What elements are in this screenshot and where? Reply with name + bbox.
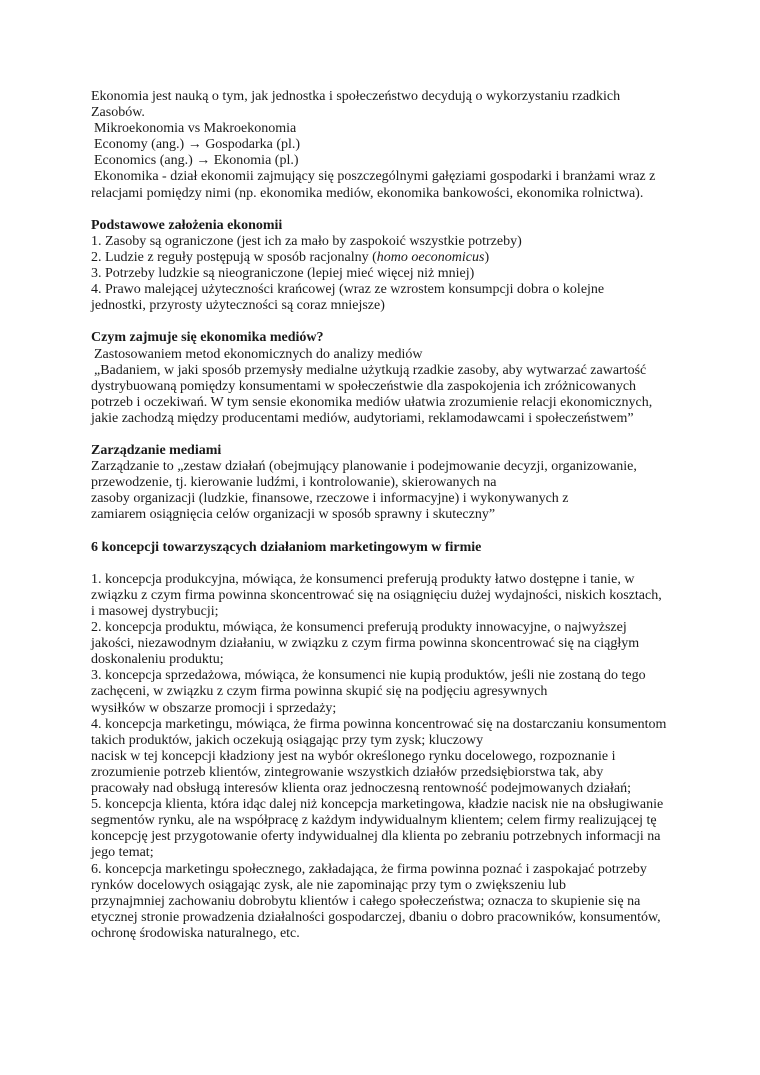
- concept-item-continuation: etycznej stronie prowadzenia działalności gospodarczej, dbaniu o dobro pracowników, konsumentów,: [91, 909, 661, 925]
- bullet-item-continuation: relacjami pomiędzy nimi (np. ekonomika mediów, ekonomika bankowości, ekonomika rolnictwa).: [91, 185, 644, 201]
- concept-item-continuation: doskonaleniu produktu;: [91, 652, 224, 668]
- bullet-item: „Badaniem, w jaki sposób przemysły medialne użytkują rzadkie zasoby, aby wytwarzać zawartość: [94, 362, 647, 378]
- concept-item-continuation: rynków docelowych osiągając zysk, ale nie zapominając przy tym o zwiększeniu lub: [91, 877, 567, 893]
- concepts-section: [91, 540, 680, 942]
- bullet-item: Mikroekonomia vs Makroekonomia: [94, 121, 297, 137]
- concept-item-continuation: segmentów rynku, ale na współpracę z każdym indywidualnym klientem; celem firmy realizującej tę: [91, 813, 657, 829]
- paragraph-line: przewodzenie, tj. kierowanie ludźmi, i kontrolowanie), skierowanych na: [91, 475, 497, 491]
- concept-item-continuation: nacisk w tej koncepcji kładziony jest na wybór określonego rynku docelowego, rozpoznanie i: [91, 748, 616, 764]
- paragraph-line: Zarządzanie to „zestaw działań (obejmujący planowanie i podejmowanie decyzji, organizowanie,: [91, 459, 637, 475]
- numbered-item: 3. Potrzeby ludzkie są nieograniczone (lepiej mieć więcej niż mniej): [91, 266, 475, 282]
- concept-item: 4. koncepcja marketingu, mówiąca, że firma powinna koncentrować się na dostarczaniu konsumentom: [91, 716, 667, 732]
- paragraph-line: zasoby organizacji (ludzkie, finansowe, rzeczowe i informacyjne) i wykonywanych z: [91, 491, 569, 507]
- numbered-item-continuation: jednostki, przyrosty użyteczności są coraz mniejsze): [91, 298, 385, 314]
- media-economics-section: [91, 330, 680, 427]
- concept-item: 5. koncepcja klienta, która idąc dalej niż koncepcja marketingowa, kładzie nacisk nie na obsługiwanie: [91, 797, 664, 813]
- paragraph-line: zamiarem osiągnięcia celów organizacji w sposób sprawny i skuteczny”: [91, 507, 496, 523]
- concept-item: 3. koncepcja sprzedażowa, mówiąca, że konsumenci nie kupią produktów, jeśli nie zostaną do tego: [91, 668, 646, 684]
- bullet-item: Economy (ang.) → Gospodarka (pl.): [94, 137, 301, 153]
- concept-item-continuation: ochronę środowiska naturalnego, etc.: [91, 925, 300, 941]
- concept-item: 1. koncepcja produkcyjna, mówiąca, że konsumenci preferują produkty łatwo dostępne i tanie, w: [91, 571, 635, 587]
- concept-item-continuation: i masowej dystrybucji;: [91, 604, 219, 619]
- section-heading: 6 koncepcji towarzyszących działaniom marketingowym w firmie: [91, 539, 482, 555]
- concept-item-continuation: zrozumienie potrzeb klientów, zintegrowanie wszystkich działów przedsiębiorstwa tak, aby: [91, 764, 604, 780]
- numbered-item: 4. Prawo malejącej użyteczności krańcowej (wraz ze wzrostem konsumpcji dobra o kolejne: [91, 282, 605, 298]
- bullet-item: Zastosowaniem metod ekonomicznych do analizy mediów: [94, 346, 423, 362]
- concept-item: 2. koncepcja produktu, mówiąca, że konsumenci preferują produkty innowacyjne, o najwyższej: [91, 620, 627, 636]
- concept-item-continuation: takich produktów, jakich oczekują osiągając przy tym zysk; kluczowy: [91, 732, 484, 748]
- section-heading: Podstawowe założenia ekonomii: [91, 217, 283, 233]
- intro-line: Zasobów.: [91, 105, 145, 121]
- numbered-item: 1. Zasoby są ograniczone (jest ich za mało by zaspokoić wszystkie potrzeby): [91, 233, 522, 249]
- concept-item-continuation: zachęceni, w związku z czym firma powinna skupić się na podjęciu agresywnych: [91, 684, 548, 700]
- intro-line: Ekonomia jest nauką o tym, jak jednostka i społeczeństwo decydują o wykorzystaniu rzadkich: [91, 89, 621, 104]
- bullet-item: Ekonomika - dział ekonomii zajmujący się poszczególnymi gałęziami gospodarki i branżami wraz z: [94, 169, 656, 185]
- concept-item-continuation: koncepcję jest przygotowanie oferty indywidualnej dla klienta po zebraniu potrzebnych informacji na: [91, 829, 661, 845]
- concept-item: 6. koncepcja marketingu społecznego, zakładająca, że firma powinna poznać i zaspokajać potrzeby: [91, 861, 647, 877]
- bullet-item: Economics (ang.) → Ekonomia (pl.): [94, 153, 299, 169]
- bullet-item-continuation: jakie zachodzą między producentami mediów, audytoriami, reklamodawcami i społeczeństwem”: [91, 410, 634, 426]
- section-heading: Czym zajmuje się ekonomika mediów?: [91, 330, 324, 346]
- concept-item-continuation: pracowały nad obsługą interesów klienta oraz jednoczesną rentowność podejmowanych działań;: [91, 781, 631, 797]
- concept-item-continuation: związku z czym firma powinna skoncentrować się na osiągnięciu dużej wydajności, niskich kosztach,: [91, 587, 662, 603]
- section-heading: Zarządzanie mediami: [91, 443, 222, 459]
- concept-item-continuation: jakości, niezawodnym działaniu, w związku z czym firma powinna skoncentrować się na ciągłym: [91, 636, 640, 652]
- bullet-item-continuation: dystrybuowaną pomiędzy konsumentami w społeczeństwie dla zaspokojenia ich zróżnicowanych: [91, 378, 637, 394]
- assumptions-section: [91, 218, 680, 315]
- intro-section: [91, 89, 680, 202]
- numbered-item: 2. Ludzie z reguły postępują w sposób racjonalny (homo oeconomicus): [91, 249, 490, 265]
- bullet-item-continuation: potrzeb i oczekiwań. W tym sensie ekonomika mediów ułatwia zrozumienie relacji ekonomicznych,: [91, 394, 653, 410]
- concept-item-continuation: jego temat;: [91, 845, 154, 861]
- concept-item-continuation: wysiłków w obszarze promocji i sprzedaży;: [91, 700, 337, 716]
- management-section: [91, 443, 680, 523]
- concept-item-continuation: przynajmniej zachowaniu dobrobytu klientów i całego społeczeństwa; oznacza to skupienie się na: [91, 893, 641, 909]
